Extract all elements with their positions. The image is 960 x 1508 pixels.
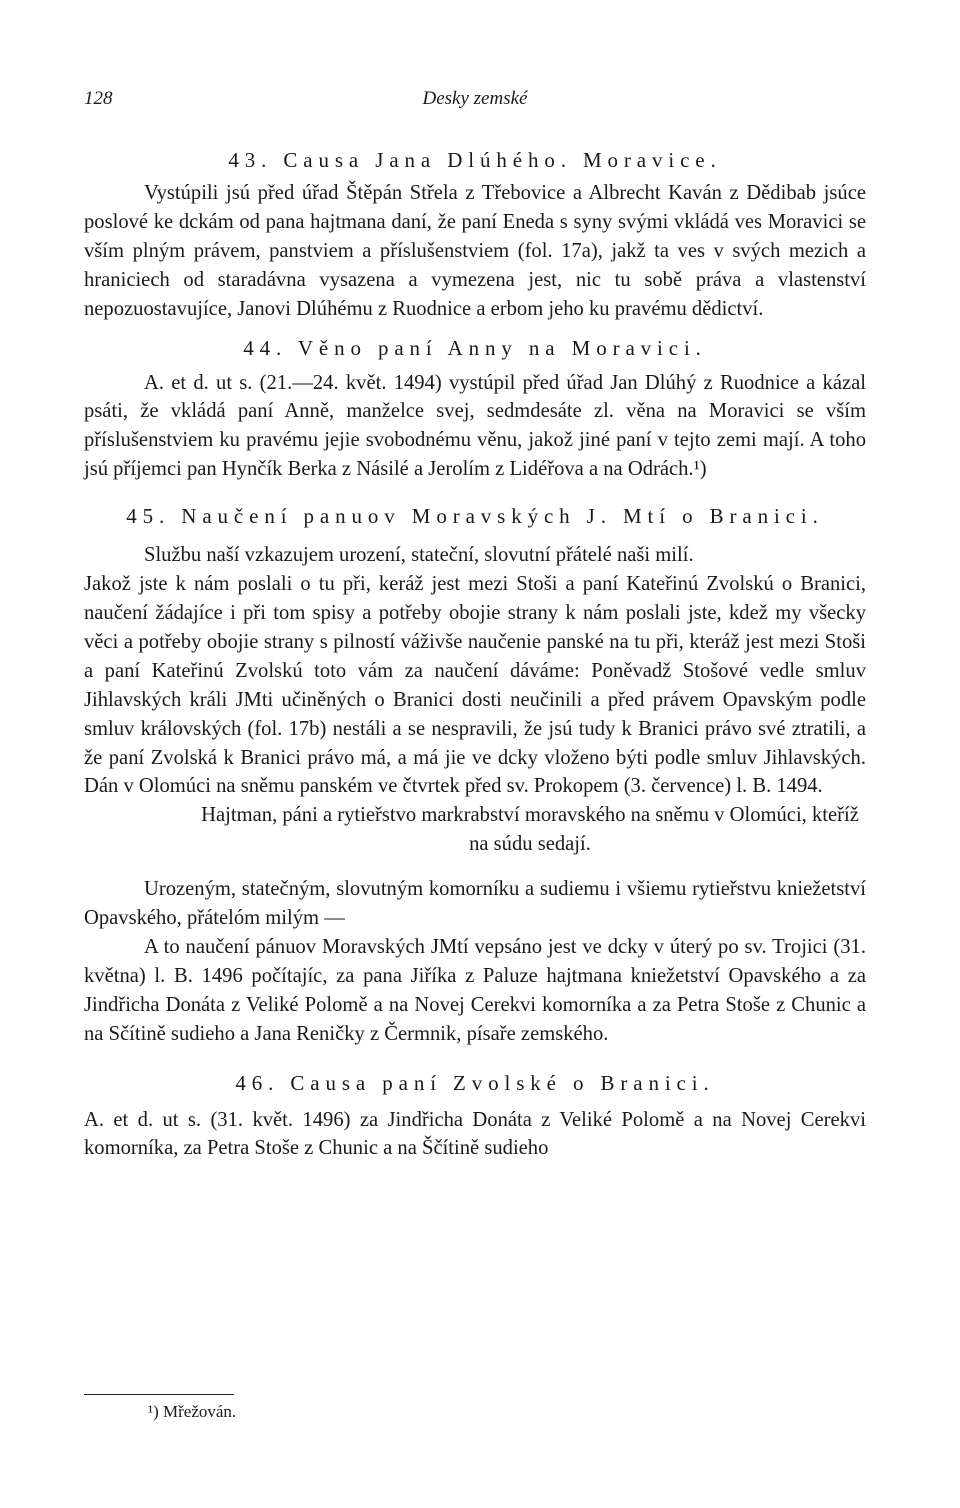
paragraph-45-greeting: Službu naší vzkazujem urození, stateční, slovutní přátelé naši milí. [144,544,694,567]
paragraph-43: Vystúpili jsú před úřad Štěpán Střela z Třebovice a Albrecht Kaván z Dědibab jsúce poslové ke dckám od pana hajtmana daní, že paní Eneda s syny svými vkládá ves Moravici se vším plným právem, panstviem a příslušenstviem (fol. 17a), jakž ta ves v svých mezich a hraniciech od staradávna vysazena a vymezena jest, nic tu sobě práva a vlastenství nepozuostavujíce, Janovi Dlúhému z Ruodnice a erbom jeho ku pravému dědictví. [84,182,866,320]
section-heading-44: 44. Věno paní Anny na Moravici. [243,335,707,360]
paragraph-44: A. et d. ut s. (21.—24. květ. 1494) vystúpil před úřad Jan Dlúhý z Ruodnice a kázal psáti, že vkládá paní Anně, manželce svej, sedmdesáte zl. věna na Moravici se vším příslušenstviem ku pravému jejie svobodnému věnu, jakož jiné paní v tejto zemi mají. A toho jsú příjemci pan Hynčík Berka z Násilé a Jerolím z Lidéřova a na Odrách.¹) [84,371,866,481]
signature-block: Hajtman, páni a rytieřstvo markrabství moravského na sněmu v Olomúci, kteříž na súdu sedají. [201,804,859,856]
running-title: Desky zemské [422,88,528,109]
footnote: ¹) Mřežován. [148,1402,237,1421]
paragraph-45-record: A to naučení pánuov Moravských JMtí vepsáno jest ve dcky v úterý po sv. Trojici (31. května) l. B. 1496 počítajíc, za pana Jiříka z Paluze hajtmana kniežetství Opavského a za Jindřicha Donáta z Veliké Polomě a na Novej Cerekvi komorníka a za Petra Stoše z Chunic a na Sčítině sudieho a Jana Reničky z Čermnik, písaře zemského. [84,935,866,1045]
paragraph-46: A. et d. ut s. (31. květ. 1496) za Jindřicha Donáta z Veliké Polomě a na Novej Cerekvi komorníka, za Petra Stoše z Chunic a na Ščítině sudieho [84,1108,866,1160]
paragraph-45-address: Urozeným, statečným, slovutným komorníku a sudiemu i všiemu rytieřstvu kniežetství Opavského, přátelóm milým — [84,878,866,930]
section-heading-43: 43. Causa Jana Dlúhého. Moravice. [228,148,722,172]
paragraph-45-body: Jakož jste k nám poslali o tu při, keráž jest mezi Stoši a paní Kateřinú Zvolskú o Branici, naučení žádajíce i při tom spisy a potřeby obojie strany k nám poslali jste, kdež my všecky věci a potřeby obojie strany s pilností váživše naučenie panské na tu při, kteráž jest mezi Stoši a paní Kateřinú Zvolskú toto vám za naučení dáváme: Poněvadž Stošové vedle smluv Jihlavských králi JMti učiněných o Branici dosti neučinili a před právem Opavským podle smluv královských (fol. 17b) nestáli a se nespravili, že jsú tudy k Branici právo své ztratili, a že paní Zvolská k Branici právo má, a má jie ve dcky vloženo býti podle smluv Jihlavských. Dán v Olomúci na sněmu panském ve čtvrtek před sv. Prokopem (3. července) l. B. 1494. [84,573,866,798]
page [84,88,866,1163]
section-heading-45: 45. Naučení panuov Moravských J. Mtí o Branici. [126,504,824,529]
page-number: 128 [84,88,113,109]
running-header [84,88,866,118]
footnote-separator [84,1394,234,1395]
section-heading-46: 46. Causa paní Zvolské o Branici. [235,1070,715,1095]
